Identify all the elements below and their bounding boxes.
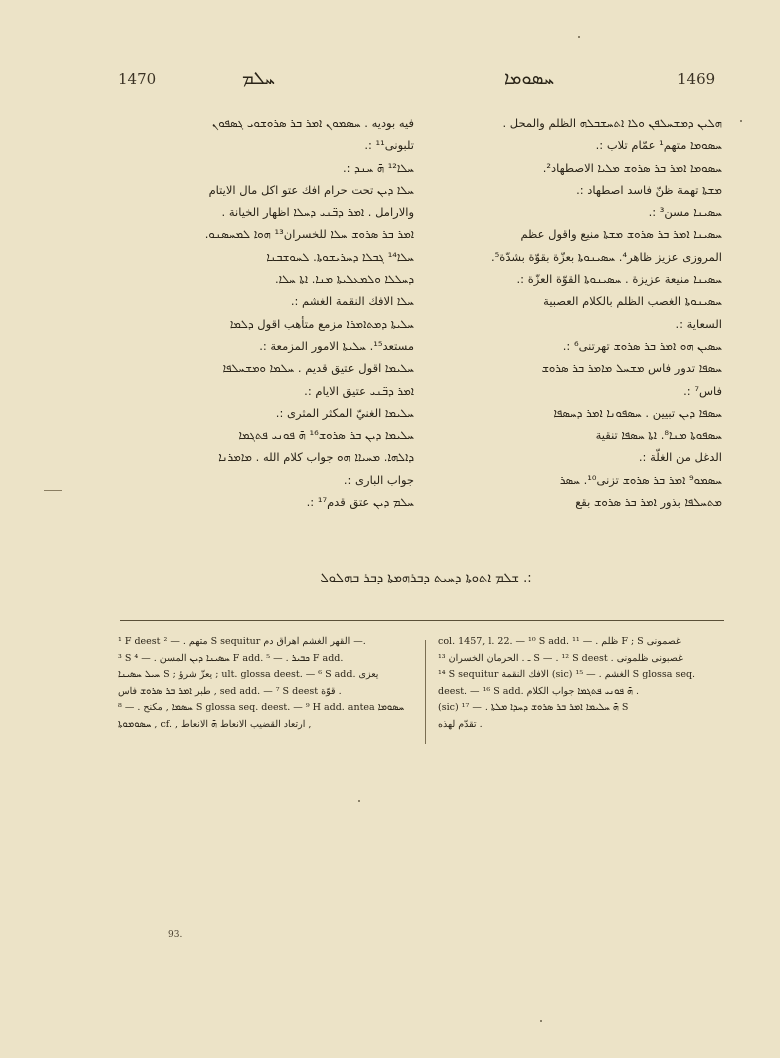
margin-mark <box>44 490 62 491</box>
footnote-column-divider <box>425 640 426 744</box>
entry-line: جواب البارى :. <box>343 472 414 487</box>
footnote-line: ¹ F deest متهم . — ² S sequitur القهر الغشم اهراق دم —. <box>118 636 366 647</box>
entry-line: ܕܚܠܠܐ ܘܠܡܥܠܝܬܐ ܡܢܐ. ܐܬܐ ܚܠܐ. <box>274 272 414 287</box>
footnote-line: col. 1457, l. 22. — ¹⁰ S add. ظلم . — ¹¹ F ; S غصمونى <box>438 636 681 647</box>
footnote-line: deest. — ¹⁶ S add. ܗ̄ ܦܘܢܝ ܦܬܓܡܐ جواب الكلام . <box>438 685 640 697</box>
entry-line: ܚܣܘܡܐ ܐܡܪ ܒܪ ܣܪܘܫ ܡܠܝܐ الاصطهاد². <box>542 160 722 175</box>
right-column <box>438 112 722 552</box>
entry-line: ܚܣܦܐ ܕܝܢ تبيين . ܚܣܦܘܢܐ ܐܡܪ ܕܚܣܦܐ <box>553 405 722 420</box>
speck <box>540 1020 542 1022</box>
left-page-number: 1470 <box>118 70 157 88</box>
entry-line: السعاية :. <box>675 316 722 331</box>
entry-line: ܚܣܝܢ ܗܘ ܐܡܪ ܒܪ ܣܪܘܫ تهرتنى⁶ :. <box>562 338 722 353</box>
footnote-line: (sic) ܗ̄ ܚܠܝܡܐ ܐܡܪ ܒܪ ܣܪܘܫ ܕܚܕܐ ܡܠܬܐ . — ¹⁷ S <box>438 702 629 713</box>
entry-line: ܚܠܐ الافك النقمة الغشم :. <box>290 294 414 309</box>
speck <box>740 120 742 122</box>
entry-line: والارامل . ܐܡܪ ܕܒ̈ܢܝ ܕܚܠܐ اظهار الخيانة . <box>221 205 414 220</box>
signature-mark: 93. <box>168 930 183 940</box>
entry-line: ܕܐܠܗܐ. ܡܚܝܐܐ ܗܘ جواب كلام الله . ܡܐܡܪܢܐ <box>218 450 414 465</box>
entry-line: مستعد¹⁵. ܚܠܝܬܐ الامور المزمعة :. <box>259 338 414 353</box>
entry-line: فاس⁷ :. <box>683 383 722 398</box>
speck <box>578 36 580 38</box>
right-headword: ܚܣܘܡܐ <box>504 68 555 89</box>
entry-line: ܐܡܪ ܕܒ̈ܢܝ عتيق الايام :. <box>304 383 414 398</box>
entry-line: فيه بوديه . ܚܣܡܘܢ ܐܡܪ ܒܪ ܣܪܘܫܘܝ ܓܣܦܘܢ <box>211 116 414 130</box>
entry-line: الدغل من الغلّة :. <box>638 450 722 465</box>
entry-line: ܡܫܬܐ تهمة ظنّ فاسد اصطهاد :. <box>576 182 722 197</box>
entry-line: ܚܠܡ ܕܝܢ عتق قدم¹⁷ :. <box>306 495 414 510</box>
entry-line: ܡܬܚܠܦܐ بذور ܐܡܪ ܒܪ ܣܪܘܫ بقع <box>575 495 722 510</box>
footnotes-right <box>438 634 724 750</box>
footnote-rule <box>120 620 724 621</box>
entry-line: ܐܡܪ ܒܪ ܣܪܘܫ ܚܠܐ للخسران¹³ ܗܘܐ ܠܡܚܣܢܘ. <box>204 227 414 242</box>
entry-line: ܚܣܘܡܐ متهم¹ عمّام تلاب :. <box>595 138 722 153</box>
speck <box>358 800 360 802</box>
right-page-number: 1469 <box>677 70 716 88</box>
entry-line: ܚܣܝܢܐ ܐܡܪ ܒܪ ܣܪܘܫ ܡܫܬܐ منيع واقول عظم <box>520 227 722 242</box>
entry-line: ܚܠܝܬܐ ܕܡܬܐܡܪܐ مزمع متأهب اقول ܕܠܡܐ <box>229 316 414 331</box>
footnote-line: ܚܝܠ ܚܣܝܢܐ S ; يعزّ شرؤ ; ult. glossa deest. — ⁶ S add. يعزى <box>118 669 379 680</box>
entry-line: ܚܠܐ ܕܝܢ تحت حرام افك عتو اكل مال الايتام <box>208 182 414 197</box>
left-headword: ܚܠܡ <box>242 68 275 89</box>
entry-line: ܚܠܝܡܐ اقول عتيق قديم . ܚܠܡܐ ܘܡܫܚܠܦܐ <box>222 361 414 376</box>
section-end-line: :. ܫܠܡ ܐܬܘܬܐ ܕܚܝܬ ܕܒܪܗܡܬܐ ܕܒܪ ܒܗܠܘܠ <box>320 571 532 586</box>
entry-line: ܗܠܝܢ ܕܡܫܚܠܦܢ ܘܠܐ ܐܬܚܫܒܠܗ الظلم والمحل . <box>502 116 722 130</box>
footnote-line: تقدّم لهذه . <box>438 718 483 730</box>
entry-line: ܚܣܦܐ تدور فاس ܡܫܚܠ ܡܐܡܪ ܒܪ ܣܪܘܫ <box>541 361 722 376</box>
footnote-line: طبر ܐܡܪ ܒܪ ܣܪܘܫ فاس , sed add. — ⁷ S deest قوّة . <box>118 685 342 697</box>
entry-line: المروزى عزيز ظاهر⁴. ܚܣܝܢܘܬܐ بعزّة بقوّة بشدّة⁵. <box>491 249 722 264</box>
footnotes-left <box>118 634 416 750</box>
entry-line: ܚܠܐ¹² ܗ̄ ܚܢܕ :. <box>342 160 414 175</box>
footnote-line: ³ S ܚܣܝܢܐ ܕܝܢ المسن . — ⁴ F add. ܟܒܝܪ . — ⁵ F add. <box>118 652 344 664</box>
footnote-line: ܚܣܡܐ , مكنح . — ⁸ S glossa seq. deest. — ⁹ H add. antea ܚܣܘܡܐ <box>118 702 405 713</box>
entry-line: ܚܣܝܢܐ منيعة عزيزة . ܚܣܝܢܘܬܐ القوّة العزّة :. <box>516 272 722 287</box>
footnote-line: ـ . الحرمان الخسران ¹³ S — . ¹² S deest . غصبونى ظلمونى <box>438 652 683 664</box>
left-column <box>118 112 414 552</box>
entry-line: ܚܣܝܢܘܬܐ الغصب الظلم بالكلام العصبية <box>543 294 722 309</box>
entry-line: ܚܠܐ¹⁴ ܓܒܠܐ ܕܚܪܝܫܘܬܐ. ܠܚܘܫܒܢܐ <box>266 249 414 264</box>
entry-line: ܚܣܦܘܬܐ ܡܢܐ⁸. ܐܬܐ ܚܣܦܐ تنقية <box>595 428 722 443</box>
entry-line: ܚܣܡܘ⁹ ܐܡܪ ܒܪ ܣܪܘܫ تزنى¹⁰. ܚܣܪ <box>559 472 722 487</box>
entry-line: ܚܣܝܢܐ مسن³ :. <box>648 205 722 220</box>
entry-line: تلبونی¹¹ :. <box>364 138 414 153</box>
entry-line: ܚܠܝܡܐ الغنيّ المكثر المثرى :. <box>275 405 414 420</box>
footnote-line: ܚܣܘܡܘܬܐ , cf. , ارتعاد القضيب الانعاط ܗ̄ الانعاط , <box>118 718 312 730</box>
footnote-line: ¹⁴ S sequitur الافك النقمة (sic) الغشم . — ¹⁵ S glossa seq. <box>438 669 696 680</box>
entry-line: ܚܠܝܡܐ ܕܝܢ ܒܪ ܣܪܘܫ¹⁶ ܗ̄ ܦܘܢܝ ܦܬܓܡܐ <box>238 428 414 443</box>
